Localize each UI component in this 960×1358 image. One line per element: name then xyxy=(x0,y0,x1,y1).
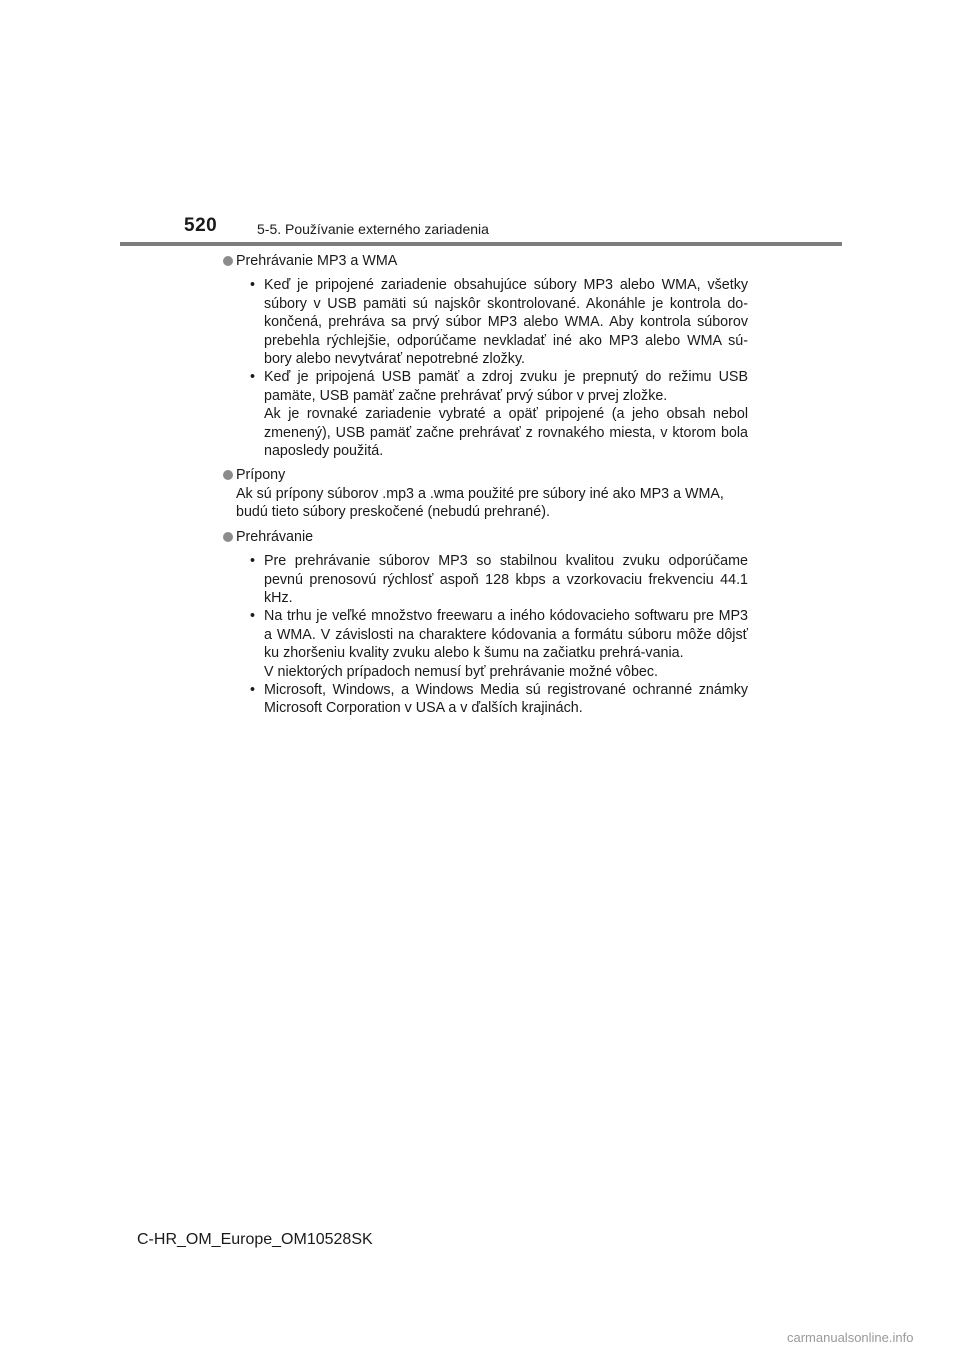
topic-block xyxy=(222,466,748,521)
topic-heading: Prehrávanie xyxy=(236,528,314,545)
list-item xyxy=(250,681,748,718)
footer-doc-id: C-HR_OM_Europe_OM10528SK xyxy=(137,1231,373,1248)
page-content xyxy=(222,252,748,718)
list-bullet-icon: • xyxy=(250,553,256,570)
topic-heading: Prípony xyxy=(236,467,286,484)
bullet-dot-icon xyxy=(223,256,233,266)
list-bullet-icon: • xyxy=(250,608,256,625)
topic-heading: Prehrávanie MP3 a WMA xyxy=(236,253,398,269)
list-item xyxy=(250,368,748,460)
list-item-text: Microsoft, Windows, a Windows Media sú registrované ochranné známky Microsoft Corporation v USA a v ďalších krajinách. xyxy=(264,681,748,717)
list-bullet-icon: • xyxy=(250,681,256,698)
item-list xyxy=(236,276,748,460)
page-number: 520 xyxy=(184,215,218,236)
topic-block xyxy=(222,252,748,460)
list-item-extra: V niektorých prípadoch nemusí byť prehrávanie možné vôbec. xyxy=(264,663,658,680)
bullet-dot-icon xyxy=(223,532,233,542)
list-bullet-icon: • xyxy=(250,277,256,294)
topic-block xyxy=(222,528,748,718)
list-item-text: Na trhu je veľké množstvo freewaru a iného kódovacieho softwaru pre MP3 a WMA. V závislosti na charaktere kódovania a formátu súboru môže dôjsť ku zhoršeniu kvality zvuku alebo k šumu na začiatku prehrá-vania. xyxy=(264,608,748,662)
list-item-extra: Ak je rovnaké zariadenie vybraté a opäť pripojené (a jeho obsah nebol zmenený), USB pamäť začne prehrávať z rovnakého miesta, v ktorom bola naposledy použitá. xyxy=(264,406,748,460)
watermark: carmanualsonline.info xyxy=(787,1330,914,1345)
section-title: 5-5. Používanie externého zariadenia xyxy=(257,221,489,237)
list-item xyxy=(250,552,748,607)
bullet-dot-icon xyxy=(223,470,233,480)
list-bullet-icon: • xyxy=(250,369,256,386)
list-item-text: Keď je pripojená USB pamäť a zdroj zvuku je prepnutý do režimu USB pamäte, USB pamäť začne prehrávať prvý súbor v prvej zložke. xyxy=(264,369,748,404)
list-item-text: Keď je pripojené zariadenie obsahujúce súbory MP3 alebo WMA, všetky súbory v USB pamäti sú najskôr skontrolované. Akonáhle je kontrola do-končená, prehráva sa prvý súbor MP3 alebo WMA. Aby kontrola súborov prebehla rýchlejšie, odporúčame nevkladať iné ako MP3 alebo WMA sú-bory alebo nevytvárať nepotrebné zložky. xyxy=(264,277,748,368)
list-item-text: Pre prehrávanie súborov MP3 so stabilnou kvalitou zvuku odporúčame pevnú prenosovú rýchlosť aspoň 128 kbps a vzorkovaciu frekvenciu 44.1 kHz. xyxy=(264,553,748,606)
header-rule xyxy=(120,242,842,246)
list-item xyxy=(250,607,748,681)
topic-body: Ak sú prípony súborov .mp3 a .wma použité pre súbory iné ako MP3 a WMA, budú tieto súbory preskočené (nebudú prehrané). xyxy=(236,485,724,521)
item-list xyxy=(236,552,748,718)
list-item xyxy=(250,276,748,368)
